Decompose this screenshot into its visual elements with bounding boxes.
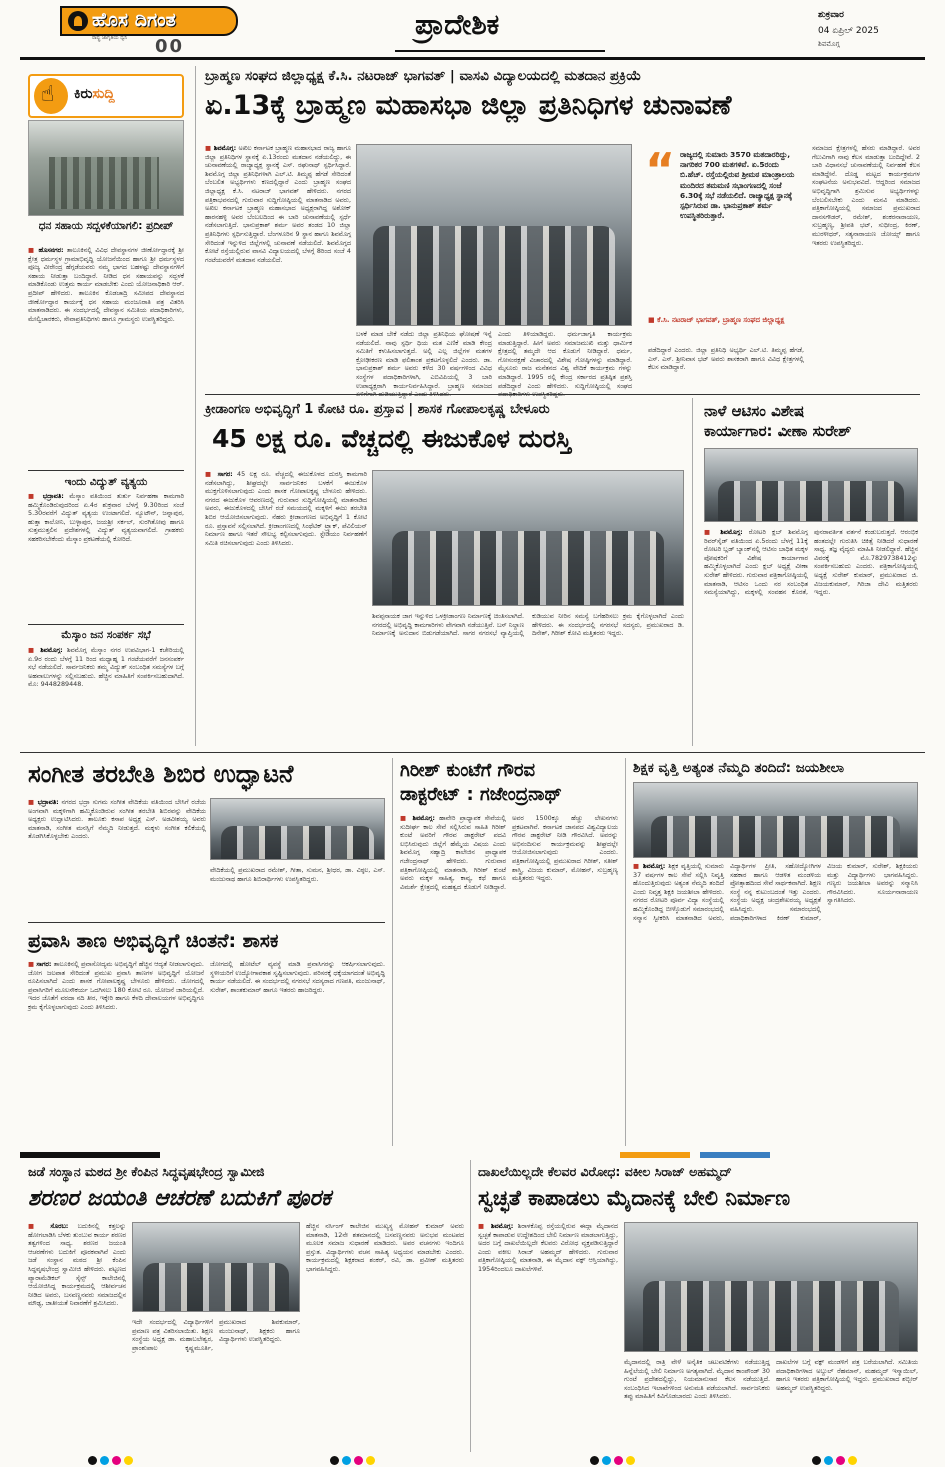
registration-dot-magenta (112, 1456, 121, 1465)
quote-mark-icon: “ (645, 143, 676, 197)
masthead-logo (60, 6, 238, 36)
story9-photo (624, 1222, 918, 1352)
registration-dot-yellow-3 (626, 1456, 635, 1465)
story5-body: ■ ಶಿವಮೊಗ್ಗ: ಹಾವೇರಿ ಪ್ರಾಧ್ಯಾಪಕ ಸೇವೆಯಲ್ಲಿ ಸುದೀರ್ಘ ಕಾಲ ಸೇವೆ ಸಲ್ಲಿಸಿರುವ ಸಾಹಿತಿ ಗಿರೀಶ್ ಕುಂಟೆ ಅವರಿಗೆ ಗೌರವ ಡಾಕ್ಟರೇಟ್ ಪದವಿ ಲಭಿಸಿರುವುದು ಜಿಲ್ಲೆಗೆ ಹೆಮ್ಮೆಯ ವಿಷಯ ಎಂದು ಶಿವಮೊಗ್ಗ ಸಹ್ಯಾದ್ರಿ ಕಾಲೇಜಿನ ಪ್ರಾಧ್ಯಾಪಕ ಗಜೇಂದ್ರನಾಥ್ ಹೇಳಿದರು. ಗುರುವಾರ ಪತ್ರಿಕಾಗೋಷ್ಠಿಯಲ್ಲಿ ಮಾತನಾಡಿ, ಗಿರೀಶ್ ಕುಂಟೆ ಅವರು ಮಕ್ಕಳ ಸಾಹಿತ್ಯ, ಕಾವ್ಯ, ಕಥೆ ಹಾಗೂ ವಿಮರ್ಶೆ ಕ್ಷೇತ್ರದಲ್ಲಿ ಮಹತ್ವದ ಕೊಡುಗೆ ನೀಡಿದ್ದಾರೆ. ಅವರ 1500ಕ್ಕೂ ಹೆಚ್ಚು ಲೇಖನಗಳು ಪ್ರಕಟವಾಗಿವೆ. ಕರ್ನಾಟಕ ಜಾನಪದ ವಿಶ್ವವಿದ್ಯಾಲಯ ಗೌರವ ಡಾಕ್ಟರೇಟ್ ನೀಡಿ ಗೌರವಿಸಿದೆ. ಅವರನ್ನು ಅಭಿನಂದಿಸುವ ಕಾರ್ಯಕ್ರಮವನ್ನು ಶೀಘ್ರದಲ್ಲೇ ಆಯೋಜಿಸಲಾಗುವುದು ಎಂದರು. ಪತ್ರಿಕಾಗೋಷ್ಠಿಯಲ್ಲಿ ಪ್ರಮುಖರಾದ ಗಿರೀಶ್, ಸತೀಶ್ ಶಾಸ್ತ್ರಿ, ವಿಜಯ ಕುಮಾರ್, ಮೋಹನ್, ಸುಬ್ರಹ್ಮಣ್ಯ ಮತ್ತಿತರರು ಇದ್ದರು. (400, 814, 618, 891)
story8-headline: ಶರಣರ ಜಯಂತಿ ಆಚರಣೆ ಬದುಕಿಗೆ ಪೂರಕ (28, 1186, 331, 1211)
brief-2-body: ■ ಭದ್ರಾವತಿ: ಮೆಸ್ಕಾಂ ವತಿಯಿಂದ ತುರ್ತು ನಿರ್ವಹಣಾ ಕಾಮಗಾರಿ ಹಮ್ಮಿಕೊಂಡಿರುವುದರಿಂದ ಏ.4ರ ಶುಕ್ರವಾರ ಬೆಳಗ್ಗೆ 9.30ರಿಂದ ಸಂಜೆ 5.30ರವರೆಗೆ ವಿದ್ಯುತ್ ವ್ಯತ್ಯಯ ಉಂಟಾಗಲಿದೆ. ನ್ಯೂಟೌನ್, ಜನ್ನಾಪುರ, ಹುತ್ತಾ ಕಾಲೋನಿ, ಬುಳ್ಳಾಪುರ, ಜಯಶ್ರೀ ಸರ್ಕಲ್, ಸುರಗಿತೋಪು ಹಾಗೂ ಸುತ್ತಮುತ್ತಲಿನ ಪ್ರದೇಶಗಳಲ್ಲಿ ವಿದ್ಯುತ್ ವ್ಯತ್ಯಯವಾಗಲಿದೆ. ಗ್ರಾಹಕರು ಸಹಕರಿಸಬೇಕೆಂದು ಮೆಸ್ಕಾಂ ಪ್ರಕಟಣೆಯಲ್ಲಿ ಕೋರಿದೆ. (28, 492, 184, 543)
section-underline (395, 50, 605, 52)
column-divider-3 (392, 758, 393, 1146)
registration-dot-cyan-4 (824, 1456, 833, 1465)
story4-headline: ಸಂಗೀತ ತರಬೇತಿ ಶಿಬಿರ ಉದ್ಘಾಟನೆ (28, 760, 294, 788)
registration-dot-black-2 (330, 1456, 339, 1465)
story6-headline: ಶಿಕ್ಷಕ ವೃತ್ತಿ ಅತ್ಯಂತ ನೆಮ್ಮದಿ ತಂದಿದೆ: ಜಯಶೀಲಾ (633, 760, 845, 776)
story-divider-1 (205, 394, 920, 395)
story3-headline-line1: ನಾಳೆ ಆಟಿಸಂ ವಿಶೇಷ (704, 402, 805, 420)
story-divider-2 (20, 752, 925, 753)
story5-headline-line2: ಡಾಕ್ಟರೇಟ್ : ಗಜೇಂದ್ರನಾಥ್ (400, 784, 562, 805)
brief-3-body: ■ ಶಿವಮೊಗ್ಗ: ಶಿವಮೊಗ್ಗ ಮೆಸ್ಕಾಂ ನಗರ ಉಪವಿಭಾಗ-1 ಕಚೇರಿಯಲ್ಲಿ ಏ.9ರ ರಂದು ಬೆಳಗ್ಗೆ 11 ರಿಂದ ಮಧ್ಯಾಹ್ನ 1 ಗಂಟೆಯವರೆಗೆ ಜನಸಂಪರ್ಕ ಸಭೆ ನಡೆಯಲಿದೆ. ಸಾರ್ವಜನಿಕರು ತಮ್ಮ ವಿದ್ಯುತ್ ಸಂಬಂಧಿತ ಸಮಸ್ಯೆಗಳ ಬಗ್ಗೆ ಅಹವಾಲುಗಳನ್ನು ಸಲ್ಲಿಸಬಹುದು. ಹೆಚ್ಚಿನ ಮಾಹಿತಿಗೆ ಸಂಪರ್ಕಿಸಬಹುದಾಗಿದೆ. ಮೊ: 9448289448. (28, 646, 184, 689)
column-divider (195, 66, 196, 746)
story1-body-c: ಎಂದು ತಿಳಿಯಾಡಿದ್ದರು. ಧರ್ಮಜಾಗೃತಿ ಕಾರ್ಯಕ್ರಮ ಮಾಡುತ್ತಿದ್ದಾರೆ. ಹೀಗೆ ಅವರು ಸಮಾಜಮುಖಿ ಮತ್ತು ಧಾರ್ಮಿಕ ಕ್ಷೇತ್ರದಲ್ಲಿ ತಮ್ಮದೇ ಆದ ಕೊಡುಗೆ ನೀಡಿದ್ದಾರೆ. ಧರ್ಮ, ಗೋಸಂರಕ್ಷಣೆ ವಿಚಾರದಲ್ಲಿ ವಿಶೇಷ ಗೋಷ್ಠಿಗಳನ್ನು ಮಾಡಿದ್ದಾರೆ. ಮೈಸೂರು ರಾಜ ಮನೆತನದ ವಿಶ್ವ ವೇದಿಕೆ ಕಾರ್ಯಕ್ರಮ ಗಳನ್ನು ಮಾಡಿದ್ದಾರೆ. 1995 ರಲ್ಲಿ ಕೇಂದ್ರ ಸರ್ಕಾರದ ಪ್ರತಿಷ್ಠಿತ ಪ್ರಶಸ್ತಿ ಪಡೆದಿದ್ದಾರೆ ಎಂದು ಹೇಳಿದರು. ಸುದ್ದಿಗೋಷ್ಠಿಯಲ್ಲಿ ಸಂಘದ (498, 330, 632, 390)
registration-dot-yellow (124, 1456, 133, 1465)
registration-dot-black (88, 1456, 97, 1465)
sidebar-photo (28, 120, 184, 216)
story1-body-a: ■ ಶಿವಮೊಗ್ಗ: ಅಖಿಲ ಕರ್ನಾಟಕ ಬ್ರಾಹ್ಮಣ ಮಹಾಸಭಾದ ರಾಜ್ಯ ಹಾಗೂ ಜಿಲ್ಲಾ ಪ್ರತಿನಿಧಿಗಳ ಸ್ಥಾನಕ್ಕೆ ಏ.13ರಂದು ಮತದಾನ ನಡೆಯಲಿದ್ದು, ಈ ಚುನಾವಣೆಯಲ್ಲಿ ರಾಜ್ಯಾಧ್ಯಕ್ಷ ಸ್ಥಾನಕ್ಕೆ ಎಸ್. ರಘುನಾಥ್ ಸ್ಪರ್ಧಿಸಿದ್ದಾರೆ. ಶಿವಮೊಗ್ಗ ಜಿಲ್ಲಾ ಪ್ರತಿನಿಧಿಗಳಾಗಿ ಎಲ್.ಟಿ. ತಿಮ್ಮಪ್ಪ ಹೆಗಡೆ ಸೇರಿದಂತೆ ಬೆಂಬಲಿತ ಅಭ್ಯರ್ಥಿಗಳು ಕಣದಲ್ಲಿದ್ದಾರೆ ಎಂದು ಬ್ರಾಹ್ಮಣ ಸಂಘದ ಜಿಲ್ಲಾಧ್ಯಕ್ಷ ಕೆ.ಸಿ. ನಟರಾಜ್ ಭಾಗವತ್ ಹೇಳಿದರು. ನಗರದ ಪತ್ರಿಕಾಭವನದಲ್ಲಿ ಗುರುವಾರ ಸುದ್ದಿಗೋಷ್ಠಿಯಲ್ಲಿ ಮಾತನಾಡಿದ ಅವರು, ಅಖಿಲ ಕರ್ನಾಟಕ ಬ್ರಾಹ್ಮಣ ಮಹಾಸಭಾದ ಅಧ್ಯಕ್ಷರಾಗಿದ್ದ ಅಶೋಕ್ ಹಾರನಹಳ್ಳಿ ಅವರ ಬೆಂಬಲದಿಂದ ಈ ಬಾರಿ ಚುನಾವಣೆಯಲ್ಲಿ ಸ್ಪರ್ಧೆ ನಡೆಸಲಾಗುತ್ತಿದೆ. ಭಾನುಪ್ರಕಾಶ್ ಶರ್ಮ ಅವರ ತಂಡದ 10 ಜಿಲ್ಲಾ ಪ್ರತಿನಿಧಿಗಳು ಸ್ಪರ್ಧಿಸುತ್ತಿದ್ದಾರೆ. ಬೆಂಗಳೂರಿನ 9 ಸ್ಥಾನ ಹಾಗೂ ಶಿವಮೊಗ್ಗ ಸೇರಿದಂತೆ ಇನ್ನುಳಿದ ಜಿಲ್ಲೆಗಳಲ್ಲಿ ಚುನಾವಣೆ ನಡೆಯಲಿದೆ. ಶಿವಮೊಗ್ಗದ ಕೋಟೆ ರಸ್ತೆಯಲ್ಲಿರುವ ವಾಸವಿ ವಿದ್ಯಾಲಯದಲ್ಲಿ ಬೆಳಗ್ಗೆ 8ರಿಂದ ಸಂಜೆ 4 ಗಂಟೆಯವರೆಗೆ ಮತದಾನ ನಡೆಯಲಿದೆ. (205, 144, 351, 264)
story9-headline: ಸ್ವಚ್ಛತೆ ಕಾಪಾಡಲು ಮೈದಾನಕ್ಕೆ ಬೇಲಿ ನಿರ್ಮಾಣ (478, 1186, 791, 1210)
story1-body-b: ಬಳಕೆ ಮಾಡ ಬೇಕೆ ನಡೆದು ಜಿಲ್ಲಾ ಪ್ರತಿನಿಧಿಯ ಘೋಷಣೆ ಇನ್ನೆ ನಡೆಯಲಿದೆ. ನಾವು ಸ್ಪರ್ಧಿ ಧಿಯ ಮತ ಎಣಿಕೆ ಮಾಡಿ ಕೇಂದ್ರ ಸಮಿತಿಗೆ ಕಳುಹಿಸಲಾಗುತ್ತದೆ. ಅಲ್ಲಿ ಎಲ್ಲ ಜಿಲ್ಲೆಗಳ ಮತಗಳ ಕ್ರೋಢೀಕರಣ ಮಾಡಿ ಫಲಿತಾಂಶ ಪ್ರಕಟಗೊಳ್ಳಲಿದೆ ಎಂದರು. ಡಾ. ಭಾನುಪ್ರಕಾಶ್ ಶರ್ಮ ಅವರು ಕಳೆದ 30 ವರ್ಷಗಳಿಂದ ವಿವಿಧ ಸಂಸ್ಥೆಗಳ ಪದಾಧಿಕಾರಿಗಳಾಗಿ, ಎಬಿವಿಪಿಯಲ್ಲಿ 3 ಬಾರಿ ಉಪಾಧ್ಯಕ್ಷರಾಗಿ ಕಾರ್ಯನಿರ್ವಹಿಸಿದ್ದಾರೆ. ಬ್ರಾಹ್ಮಣ ಸಮಾಜದ (356, 330, 492, 390)
registration-dot-magenta-3 (614, 1456, 623, 1465)
story5-headline-line1: ಗಿರೀಶ್ ಕುಂಟೆಗೆ ಗೌರವ (400, 760, 536, 781)
story1-photo (356, 144, 632, 326)
page-number: 00 (155, 36, 185, 57)
brief-2-heading: ಇಂದು ವಿದ್ಯುತ್ ವ್ಯತ್ಯಯ (64, 476, 148, 488)
story3-photo (704, 448, 918, 522)
column-divider-2 (692, 398, 693, 746)
masthead-tagline: ರಾಷ್ಟ್ರ ಜಾಗೃತಿಯ ಧ್ವನಿ (92, 35, 128, 41)
registration-dot-yellow-2 (366, 1456, 375, 1465)
story3-headline-line2: ಕಾರ್ಯಾಗಾರ: ವೀಣಾ ಸುರೇಶ್ (704, 422, 852, 440)
registration-dot-cyan (100, 1456, 109, 1465)
lamp-emblem-icon (68, 11, 88, 31)
story2-body-b: ಶಿವಪ್ಪನಾಯಕ ಜಾಗ ಇನ್ನುಳಿದ ಒಳಕ್ರೀಡಾಂಗಣ ನಿರ್ಮಾಣಕ್ಕೆ ಚಿಂತಿಸಲಾಗಿದೆ. ನಗರದಲ್ಲಿ ಅಭಿವೃದ್ಧಿ ಕಾಮಗಾರಿಗಳು ವೇಗವಾಗಿ ನಡೆಯುತ್ತಿವೆ. ಬಸ್ ನಿಲ್ದಾಣ ನಿರ್ಮಾಣಕ್ಕೆ ಅನುದಾನ ಬಿಡುಗಡೆಯಾಗಿದೆ. ಸಾಗರ ನಗರಸಭೆ ವ್ಯಾಪ್ತಿಯಲ್ಲಿ ಕುಡಿಯುವ ನೀರಿನ ಸಮಸ್ಯೆ ಬಗೆಹರಿಸಲು ಕ್ರಮ ಕೈಗೊಳ್ಳಲಾಗಿದೆ ಎಂದು ಹೇಳಿದರು. ಈ ಸಂದರ್ಭದಲ್ಲಿ ನಗರಸಭೆ ಸದಸ್ಯರು, ಪ್ರಮುಖರಾದ ಡಿ. ದಿನೇಶ್, ಗಿರೀಶ್ ಕೋವಿ ಮತ್ತಿತರರು ಇದ್ದರು. (372, 612, 684, 638)
story2-kicker: ಕ್ರೀಡಾಂಗಣ ಅಭಿವೃದ್ಧಿಗೆ 1 ಕೋಟಿ ರೂ. ಪ್ರಸ್ತಾವ | ಶಾಸಕ ಗೋಪಾಲಕೃಷ್ಣ ಬೇಳೂರು (205, 402, 550, 417)
masthead-title: ಹೊಸ ದಿಗಂತ (92, 9, 176, 31)
story-divider-3 (28, 922, 385, 923)
story8-photo (132, 1222, 300, 1312)
story1-kicker: ಬ್ರಾಹ್ಮಣ ಸಂಘದ ಜಿಲ್ಲಾಧ್ಯಕ್ಷ ಕೆ.ಸಿ. ನಟರಾಜ್ ಭಾಗವತ್ | ವಾಸವಿ ವಿದ್ಯಾಲಯದಲ್ಲಿ ಮತದಾನ ಪ್ರಕ್ರಿಯೆ (205, 68, 642, 84)
brief-1-heading: ಧನ ಸಹಾಯ ಸದ್ಬಳಕೆಯಾಗಲಿ: ಪ್ರದೀಪ್ (38, 220, 174, 232)
story6-body: ■ ಶಿವಮೊಗ್ಗ: ಶಿಕ್ಷಕ ವೃತ್ತಿಯಲ್ಲಿ ಸುಮಾರು 37 ವರ್ಷಗಳ ಕಾಲ ಸೇವೆ ಸಲ್ಲಿಸಿ ನಿವೃತ್ತಿ ಹೊಂದುತ್ತಿರುವುದು ಅತ್ಯಂತ ನೆಮ್ಮದಿ ತಂದಿದೆ ಎಂದು ನಿವೃತ್ತ ಶಿಕ್ಷಕಿ ಜಯಶೀಲಾ ಹೇಳಿದರು. ನಗರದ ರೋಟರಿ ಪೂರ್ವ ವಿದ್ಯಾ ಸಂಸ್ಥೆಯಲ್ಲಿ ಹಮ್ಮಿಕೊಂಡಿದ್ದ ಬೀಳ್ಕೊಡುಗೆ ಸಮಾರಂಭದಲ್ಲಿ ಸನ್ಮಾನ ಸ್ವೀಕರಿಸಿ ಮಾತನಾಡಿದ ಅವರು, ವಿದ್ಯಾರ್ಥಿಗಳ ಪ್ರೀತಿ, ಸಹೋದ್ಯೋಗಿಗಳ ಸಹಕಾರ ಹಾಗೂ ಆಡಳಿತ ಮಂಡಳಿಯ ಪ್ರೋತ್ಸಾಹದಿಂದ ಸೇವೆ ಸಾರ್ಥಕವಾಗಿದೆ. ಶಿಕ್ಷಣ ಸಂಸ್ಥೆ ನನ್ನ ಕುಟುಂಬದಂತೆ ಇತ್ತು ಎಂದರು. ಸಂಸ್ಥೆಯ ಅಧ್ಯಕ್ಷ ಚಂದ್ರಶೇಖರಯ್ಯ ಅಧ್ಯಕ್ಷತೆ ವಹಿಸಿದ್ದರು. ಸಮಾರಂಭದಲ್ಲಿ ಪದಾಧಿಕಾರಿಗಳಾದ ಕಿರಣ್ ಕುಮಾರ್, ವಿಜಯ ಕುಮಾರ್, ಸುರೇಶ್, ಶಿಕ್ಷಕಿಯರು ಮತ್ತು ವಿದ್ಯಾರ್ಥಿಗಳು ಭಾಗವಹಿಸಿದ್ದರು. ಗಣ್ಯರು ಜಯಶೀಲಾ ಅವರನ್ನು ಸನ್ಮಾನಿಸಿ ಗೌರವಿಸಿದರು. ಸೂರ್ಯನಾರಾಯಣ ಸ್ವಾಗತಿಸಿದರು. (633, 862, 918, 922)
story2-headline: 45 ಲಕ್ಷ ರೂ. ವೆಚ್ಚದಲ್ಲಿ ಈಜುಕೊಳ ದುರಸ್ತಿ (212, 424, 572, 453)
rule-strip-black (20, 1152, 160, 1158)
registration-dot-cyan-3 (602, 1456, 611, 1465)
story1-body-d: ಪಡೆದಿದ್ದಾರೆ ಎಂದರು. ಜಿಲ್ಲಾ ಪ್ರತಿನಿಧಿ ಅಭ್ಯರ್ಥಿ ಎಲ್.ಟಿ. ತಿಮ್ಮಪ್ಪ ಹೆಗಡೆ, ಎಸ್. ಎಸ್. ಶ್ರೀನಿವಾಸ ಭಟ್ ಅವರು ಶಾಸಕರಾಗಿ ಹಾಗೂ ವಿವಿಧ ಕ್ಷೇತ್ರಗಳಲ್ಲಿ ಕೆಲಸ ಮಾಡಿದ್ದಾರೆ. (648, 346, 804, 372)
story4-body-a: ■ ಭದ್ರಾವತಿ: ನಗರದ ಭದ್ರಾ ಸುಗಮ ಸಂಗೀತ ವೇದಿಕೆಯ ವತಿಯಿಂದ ಬೇಸಿಗೆ ರಜೆಯ ಅಂಗವಾಗಿ ಮಕ್ಕಳಿಗಾಗಿ ಹಮ್ಮಿಕೊಂಡಿರುವ ಸಂಗೀತ ತರಬೇತಿ ಶಿಬಿರವನ್ನು ವೇದಿಕೆಯ ಅಧ್ಯಕ್ಷರು ಉದ್ಘಾಟಿಸಿದರು. ತಾಲೂಕು ಕಸಾಪ ಅಧ್ಯಕ್ಷ ಎಸ್. ಅಡವೀಶಯ್ಯ ಅವರು ಮಾತನಾಡಿ, ಸಂಗೀತ ಮನಸ್ಸಿಗೆ ನೆಮ್ಮದಿ ನೀಡುತ್ತದೆ. ಮಕ್ಕಳು ಸಂಗೀತ ಕಲಿಕೆಯಲ್ಲಿ ತೊಡಗಿಸಿಕೊಳ್ಳಬೇಕು ಎಂದರು. (28, 798, 206, 841)
column-divider-5 (470, 1160, 471, 1452)
brief-3-heading: ಮೆಸ್ಕಾಂ ಜನ ಸಂಪರ್ಕ ಸಭೆ (61, 629, 151, 641)
story8-body-b: ಇದೇ ಸಂದರ್ಭದಲ್ಲಿ ವಿದ್ಯಾರ್ಥಿಗಳಿಗೆ ಪ್ರಮಾಣ ಪತ್ರ ವಿತರಿಸಲಾಯಿತು. ಶಿಕ್ಷಣ ಸಂಸ್ಥೆಯ ಅಧ್ಯಕ್ಷ ಡಾ. ಮಹಾಬಲೇಶ್ವರ, ಪ್ರಾಂಶುಪಾಲ ಕೃಷ್ಣಮೂರ್ತಿ, ಪ್ರಮುಖರಾದ ಶಿವಕುಮಾರ್, ಮಂಜುನಾಥ್, ಶಿಕ್ಷಕರು ಹಾಗೂ ವಿದ್ಯಾರ್ಥಿಗಳು ಉಪಸ್ಥಿತರಿದ್ದರು. (132, 1318, 300, 1352)
story7-body-a: ■ ಸಾಗರ: ತಾಲೂಕಿನಲ್ಲಿ ಪ್ರವಾಸೋದ್ಯಮ ಅಭಿವೃದ್ಧಿಗೆ ಹೆಚ್ಚಿನ ಆದ್ಯತೆ ನೀಡಲಾಗುವುದು. ಜೋಗ ಜಲಪಾತ ಸೇರಿದಂತೆ ಪ್ರಮುಖ ಪ್ರವಾಸಿ ತಾಣಗಳ ಅಭಿವೃದ್ಧಿಗೆ ಯೋಜನೆ ರೂಪಿಸಲಾಗಿದೆ ಎಂದು ಶಾಸಕ ಗೋಪಾಲಕೃಷ್ಣ ಬೇಳೂರು ಹೇಳಿದರು. ಜೋಗದಲ್ಲಿ ಪ್ರವಾಸಿಗರಿಗೆ ಮೂಲಸೌಕರ್ಯ ಒದಗಿಸಲು 180 ಕೋಟಿ ರೂ. ಯೋಜನೆ ಜಾರಿಯಲ್ಲಿದೆ. ಇದರ ಜೊತೆಗೆ ವರದಾ ನದಿ ತೀರ, ಇಕ್ಕೇರಿ ಹಾಗೂ ಕೆಳದಿ ದೇವಾಲಯಗಳ ಅಭಿವೃದ್ಧಿಗೂ ಕ್ರಮ ಕೈಗೊಳ್ಳಲಾಗುವುದು ಎಂದು ತಿಳಿಸಿದರು. (28, 960, 204, 1011)
registration-dot-magenta-4 (836, 1456, 845, 1465)
story9-body-b: ಮೈದಾನದಲ್ಲಿ ರಾತ್ರಿ ವೇಳೆ ಅನೈತಿಕ ಚಟುವಟಿಕೆಗಳು ನಡೆಯುತ್ತಿದ್ದ ಹಿನ್ನೆಲೆಯಲ್ಲಿ ಬೇಲಿ ನಿರ್ಮಾಣ ಅಗತ್ಯವಾಗಿದೆ. ಮೈದಾನ ಕಾಂಪೌಂಡ್ 30 ಗುಂಟೆ ಪ್ರದೇಶದಲ್ಲಿದ್ದು, ನಿಯಮಾನುಸಾರ ಕೆಲಸ ನಡೆಯುತ್ತಿದೆ. ಸಂಬಂಧಿಸಿದ ಇಲಾಖೆಗಳಿಂದ ಅನುಮತಿ ಪಡೆಯಲಾಗಿದೆ. ಸಾರ್ವಜನಿಕರು ತಪ್ಪು ಮಾಹಿತಿಗೆ ಕಿವಿಗೊಡಬಾರದು ಎಂದು ತಿಳಿಸಿದರು. (624, 1358, 770, 1401)
rule-strip-orange (620, 1152, 690, 1158)
story7-headline: ಪ್ರವಾಸಿ ತಾಣ ಅಭಿವೃದ್ಧಿಗೆ ಚಿಂತನೆ: ಶಾಸಕ (28, 930, 279, 952)
story2-body-a: ■ ಸಾಗರ: 45 ಲಕ್ಷ ರೂ. ವೆಚ್ಚದಲ್ಲಿ ಈಜುಕೊಳದ ದುರಸ್ತಿ ಕಾಮಗಾರಿ ನಡೆಸಲಾಗಿದ್ದು, ಶೀಘ್ರದಲ್ಲೇ ಸಾರ್ವಜನಿಕರ ಬಳಕೆಗೆ ಈಜುಕೊಳ ಮುಕ್ತಗೊಳಿಸಲಾಗುವುದು ಎಂದು ಶಾಸಕ ಗೋಪಾಲಕೃಷ್ಣ ಬೇಳೂರು ಹೇಳಿದರು. ನಗರದ ಈಜುಕೊಳ ಆವರಣದಲ್ಲಿ ಗುರುವಾರ ಸುದ್ದಿಗೋಷ್ಠಿಯಲ್ಲಿ ಮಾತನಾಡಿದ ಅವರು, ಈಜುಕೊಳದಲ್ಲಿ ಬೇಸಿಗೆ ರಜೆ ಸಮಯದಲ್ಲಿ ಮಕ್ಕಳಿಗೆ ಈಜು ತರಬೇತಿ ಶಿಬಿರ ಆಯೋಜಿಸಲಾಗುವುದು. ನೆಹರು ಕ್ರೀಡಾಂಗಣದ ಅಭಿವೃದ್ಧಿಗೆ 1 ಕೋಟಿ ರೂ. ಪ್ರಸ್ತಾವನೆ ಸಲ್ಲಿಸಲಾಗಿದೆ. ಕ್ರೀಡಾಂಗಣದಲ್ಲಿ ಸಿಂಥೆಟಿಕ್ ಟ್ರ್ಯಾಕ್, ಪೆವಿಲಿಯನ್ ನಿರ್ಮಾಣ ಹಾಗೂ ಇತರೆ ಸೌಲಭ್ಯ ಕಲ್ಪಿಸಲಾಗುವುದು. ಸ್ಟೇಡಿಯಂ ನಿರ್ವಹಣೆಗೆ ಸಮಿತಿ ರಚಿಸಲಾಗುವುದು ಎಂದು ತಿಳಿಸಿದರು. (205, 470, 367, 547)
story1-pullquote: ರಾಜ್ಯದಲ್ಲಿ ಸುಮಾರು 3570 ಮತದಾರರಿದ್ದು, ನಾಗರಿಕರ 700 ಮತಗಳಿವೆ. ಏ.5ರಂದು ಬಿ.ಹೆಚ್. ರಸ್ತೆಯಲ್ಲಿರುವ ಶ್ರೀಮಠ ಮಾಂತ್ರಾಲಯ ಮಂದಿರದ ತಮಮಣಿ ಸಭಾಂಗಣದಲ್ಲಿ ಸಂಜೆ 6.30ಕ್ಕೆ ಸಭೆ ನಡೆಯಲಿದೆ. ರಾಜ್ಯಾಧ್ಯಕ್ಷ ಸ್ಥಾನಕ್ಕೆ ಸ್ಪರ್ಧಿಸಿರುವ ಡಾ. ಭಾನುಪ್ರಕಾಶ್ ಶರ್ಮ ಉಪಸ್ಥಿತರಿರುತ್ತಾರೆ. (680, 150, 795, 221)
issue-date: 04 ಏಪ್ರಿಲ್ 2025 (818, 26, 879, 36)
brief-1-body: ■ ಹೊಸನಗರ: ತಾಲೂಕಿನಲ್ಲಿ ವಿವಿಧ ದೇವಸ್ಥಾನಗಳ ಜೀರ್ಣೋದ್ಧಾರಕ್ಕೆ ಶ್ರೀ ಕ್ಷೇತ್ರ ಧರ್ಮಸ್ಥಳ ಗ್ರಾಮಾಭಿವೃದ್ಧಿ ಯೋಜನೆಯಿಂದ ಹಾಗೂ ಶ್ರೀ ಧರ್ಮಸ್ಥಳದ ಪೂಜ್ಯ ವೀರೇಂದ್ರ ಹೆಗ್ಗಡೆಯವರು ನಮ್ಮ ಭಾಗದ ಬಹಳಷ್ಟು ದೇವಸ್ಥಾನಗಳಿಗೆ ಸಹಾಯ ನೀಡುತ್ತಾ ಬಂದಿದ್ದಾರೆ. ನೀಡಿದ ಧನ ಸಹಾಯವನ್ನು ಸದ್ಬಳಕೆ ಮಾಡಿಕೊಂಡು ಉತ್ತಮ ಕಾರ್ಯ ಮಾಡಬೇಕು ಎಂದು ಯೋಜನಾಧಿಕಾರಿ ಆರ್. ಪ್ರದೀಪ್ ಹೇಳಿದರು. ತಾಲೂಕಿನ ಕೊಡಚಾದ್ರಿ ಸಮೀಪದ ದೇವಸ್ಥಾನದ ಜೀರ್ಣೋದ್ಧಾರ ಕಾರ್ಯಕ್ಕೆ ಧನ ಸಹಾಯ ಮಂಜೂರಾತಿ ಪತ್ರ ವಿತರಿಸಿ ಮಾತನಾಡಿದರು. ಈ ಸಂದರ್ಭದಲ್ಲಿ ದೇವಸ್ಥಾನ ಸಮಿತಿಯ ಪದಾಧಿಕಾರಿಗಳು, ಮೇಲ್ವಿಚಾರಕರು, ಸೇವಾಪ್ರತಿನಿಧಿಗಳು ಹಾಗೂ ಗ್ರಾಮಸ್ಥರು ಉಪಸ್ಥಿತರಿದ್ದರು. (28, 246, 184, 323)
registration-dot-black-3 (590, 1456, 599, 1465)
story9-body-a: ■ ಶಿವಮೊಗ್ಗ: ಶಿರಾಳಕೊಪ್ಪ ರಸ್ತೆಯಲ್ಲಿರುವ ಈದ್ಗಾ ಮೈದಾನದ ಸ್ವಚ್ಛತೆ ಕಾಪಾಡುವ ಉದ್ದೇಶದಿಂದ ಬೇಲಿ ನಿರ್ಮಾಣ ಮಾಡಲಾಗುತ್ತಿದ್ದು, ಅದರ ಬಗ್ಗೆ ದಾಖಲೆಯಿಲ್ಲದೇ ಕೆಲವರು ವಿರೋಧ ವ್ಯಕ್ತಪಡಿಸುತ್ತಿದ್ದಾರೆ ಎಂದು ವಕೀಲ ಸಿರಾಜ್ ಅಹಮ್ಮದ್ ಹೇಳಿದರು. ಗುರುವಾರ ಪತ್ರಿಕಾಗೋಷ್ಠಿಯಲ್ಲಿ ಮಾತನಾಡಿ, ಈ ಮೈದಾನ ವಕ್ಫ್ ಆಸ್ತಿಯಾಗಿದ್ದು, 1954ರಿಂದಲೂ ದಾಖಲೆಗಳಿವೆ. (478, 1222, 618, 1273)
story8-kicker: ಜಡೆ ಸಂಸ್ಥಾನ ಮಠದ ಶ್ರೀ ಕೆಂಪಿನ ಸಿದ್ಧವೃಷಭೇಂದ್ರ ಸ್ವಾಮೀಜಿ (28, 1164, 265, 1179)
story4-body-b: ವೇದಿಕೆಯಲ್ಲಿ ಪ್ರಮುಖರಾದ ರಮೇಶ್, ಗೀತಾ, ಸುಮನ, ಶ್ರೀಧರ, ಡಾ. ವಿಠ್ಠಲ, ಎಸ್. ಮಂಜುನಾಥ ಹಾಗೂ ಶಿಬಿರಾರ್ಥಿಗಳು ಉಪಸ್ಥಿತರಿದ್ದರು. (210, 866, 385, 883)
section-title: ಪ್ರಾದೇಶಿಕ (415, 8, 500, 41)
column-divider-4 (625, 758, 626, 1146)
story9-kicker: ದಾಖಲೆಯಿಲ್ಲದೇ ಕೆಲವರ ವಿರೋಧ: ವಕೀಲ ಸಿರಾಜ್ ಅಹಮ್ಮದ್ (478, 1164, 732, 1179)
story6-photo (633, 782, 918, 858)
story8-body-c: ಹೆಚ್ಚಿನ ನರ್ಸಿಂಗ್ ಕಾಲೇಜಿನ ಮುಖ್ಯಸ್ಥ ಮೋಹನ್ ಕುಮಾರ್ ಅವರು ಮಾತನಾಡಿ, 12ನೇ ಶತಮಾನದಲ್ಲಿ ಬಸವಣ್ಣನವರು ಅನುಭವ ಮಂಟಪದ ಮೂಲಕ ಸಮಾಜ ಸುಧಾರಣೆ ಮಾಡಿದರು. ಅವರ ವಚನಗಳು ಇಂದಿಗೂ ಪ್ರಸ್ತುತ. ವಿದ್ಯಾರ್ಥಿಗಳು ವಚನ ಸಾಹಿತ್ಯ ಅಧ್ಯಯನ ಮಾಡಬೇಕು ಎಂದರು. ಕಾರ್ಯಕ್ರಮದಲ್ಲಿ ಶಿಕ್ಷಕರಾದ ಶಂಕರ್, ರವಿ, ಡಾ. ಪ್ರವೀಣ್ ಮತ್ತಿತರರು ಭಾಗವಹಿಸಿದ್ದರು. (306, 1222, 464, 1273)
story1-body-e: ಸಮಾಜದ ಕ್ಷೇತ್ರಗಳಲ್ಲಿ ಹೆಸರು ಮಾಡಿದ್ದಾರೆ. ಅವರ ಗೆಲುವಿಗಾಗಿ ನಾವು ಕೆಲಸ ಮಾಡುತ್ತಾ ಬಂದಿದ್ದೇವೆ. 2 ಬಾರಿ ವಿಧಾನಸಭೆ ಚುನಾವಣೆಯಲ್ಲಿ ನಿರ್ವಹಣೆ ಕೆಲಸ ಮಾಡಿದ್ದೇನೆ. ದೊಡ್ಡ ಮಟ್ಟದ ಕಾರ್ಯಕ್ರಮಗಳ ಸಂಘಟನೆಯ ಅನುಭವವಿದೆ. ಆದ್ದರಿಂದ ಸಮಾಜದ ಅಭಿವೃದ್ಧಿಗಾಗಿ ಶ್ರಮಿಸುವ ಅಭ್ಯರ್ಥಿಗಳನ್ನು ಬೆಂಬಲಿಸಬೇಕು ಎಂದು ಮನವಿ ಮಾಡಿದರು. ಪತ್ರಿಕಾಗೋಷ್ಠಿಯಲ್ಲಿ ಸಮಾಜದ ಪ್ರಮುಖರಾದ ದಾನಸಗೌಡರ್, ರಮೇಶ್, ಶಂಕರನಾರಾಯಣ, ಸುಬ್ರಹ್ಮಣ್ಯ, ಶ್ರೀಪತಿ ಭಟ್, ಸುಧೀಂದ್ರ, ಕಿರಣ್, ಮುರಳೀಧರ್, ಸತ್ಯನಾರಾಯಣ ಜೋಯ್ಸ್ ಹಾಗೂ ಇತರರು ಉಪಸ್ಥಿತರಿದ್ದರು. (812, 144, 920, 247)
story1-headline: ಏ.13ಕ್ಕೆ ಬ್ರಾಹ್ಮಣ ಮಹಾಸಭಾ ಜಿಲ್ಲಾ ಪ್ರತಿನಿಧಿಗಳ ಚುನಾವಣೆ (205, 90, 732, 121)
brief-divider-2 (28, 624, 184, 625)
registration-dot-cyan-2 (342, 1456, 351, 1465)
story9-body-c: ದಾಖಲೆಗಳ ಬಗ್ಗೆ ವಕ್ಫ್ ಮಂಡಳಿಗೆ ಪತ್ರ ಬರೆಯಲಾಗಿದೆ. ಸಮಿತಿಯ ಪದಾಧಿಕಾರಿಗಳಾದ ಅಬ್ದುಲ್ ರೆಹಮಾನ್, ಮಹಮ್ಮದ್ ಇಸ್ಮಾಯಿಲ್, ಹಾಗೂ ಇತರರು ಪತ್ರಿಕಾಗೋಷ್ಠಿಯಲ್ಲಿ ಇದ್ದರು. ಪ್ರಮುಖರಾದ ಶಬ್ಬೀರ್ ಅಹಮ್ಮದ್ ಉಪಸ್ಥಿತರಿದ್ದರು. (776, 1358, 918, 1392)
registration-dot-yellow-4 (848, 1456, 857, 1465)
rule-strip-blue (700, 1152, 770, 1158)
masthead-rule (20, 57, 925, 60)
story7-body-b: ಜೋಗದಲ್ಲಿ ಹೋಟೆಲ್ ವ್ಯವಸ್ಥೆ ಮಾಡಿ ಪ್ರವಾಸಿಗರನ್ನು ಆಕರ್ಷಿಸಲಾಗುವುದು. ಸ್ಥಳೀಯರಿಗೆ ಉದ್ಯೋಗಾವಕಾಶ ಸೃಷ್ಟಿಸಲಾಗುವುದು. ಪರಿಸರಕ್ಕೆ ಧಕ್ಕೆಯಾಗದಂತೆ ಅಭಿವೃದ್ಧಿ ಕಾರ್ಯ ನಡೆಯಲಿದೆ. ಈ ಸಂದರ್ಭದಲ್ಲಿ ನಗರಸಭೆ ಸದಸ್ಯರಾದ ಗಣಪತಿ, ಮಂಜುನಾಥ್, ಸುರೇಶ್, ಶಾಂತಕುಮಾರ್ ಹಾಗೂ ಇತರರು ಹಾಜರಿದ್ದರು. (210, 960, 385, 994)
story1-quote-attribution: ■ ಕೆ.ಸಿ. ನಟರಾಜ್ ಭಾಗವತ್, ಬ್ರಾಹ್ಮಣ ಸಂಘದ ಜಿಲ್ಲಾಧ್ಯಕ್ಷ (648, 316, 785, 324)
story2-photo (372, 470, 684, 606)
story8-body-a: ■ ಸೊರಬ: ಬದುಕಿನಲ್ಲಿ ಕತ್ತಲನ್ನು ಹೋಗಲಾಡಿಸಿ ಬೆಳಕು ತುಂಬುವ ಕಾರ್ಯ ಶರಣರ ತತ್ವಗಳಿಂದ ಸಾಧ್ಯ. ಶರಣರ ಜಯಂತಿ ಆಚರಣೆಗಳು ಬದುಕಿಗೆ ಪೂರಕವಾಗಿವೆ ಎಂದು ಜಡೆ ಸಂಸ್ಥಾನ ಮಠದ ಶ್ರೀ ಕೆಂಪಿನ ಸಿದ್ಧವೃಷಭೇಂದ್ರ ಸ್ವಾಮೀಜಿ ಹೇಳಿದರು. ಪಟ್ಟಣದ ಪ್ಯಾರಾಮೆಡಿಕಲ್ ಸೈನ್ಸ್ ಕಾಲೇಜಿನಲ್ಲಿ ಆಯೋಜಿಸಿದ್ದ ಕಾರ್ಯಕ್ರಮದಲ್ಲಿ ಆಶೀರ್ವಚನ ನೀಡಿದ ಅವರು, ಬಸವಣ್ಣನವರು ಸಮಾಜದಲ್ಲಿನ ಮೌಢ್ಯ, ಜಾತೀಯತೆ ನಿವಾರಣೆಗೆ ಶ್ರಮಿಸಿದರು. (28, 1222, 126, 1308)
issue-city: ಶಿವಮೊಗ್ಗ (818, 40, 840, 48)
story3-body: ■ ಶಿವಮೊಗ್ಗ: ರೋಟರಿ ಕ್ಲಬ್ ಶಿವಮೊಗ್ಗ ರಿವರ್‌ಸೈಡ್ ವತಿಯಿಂದ ಏ.5ರಂದು ಬೆಳಗ್ಗೆ 11ಕ್ಕೆ ರೋಟರಿ ಬ್ಲಡ್ ಬ್ಯಾಂಕ್‌ನಲ್ಲಿ ಆಟಿಸಂ ಬಾಧಿತ ಮಕ್ಕಳ ಪೋಷಕರಿಗೆ ವಿಶೇಷ ಕಾರ್ಯಾಗಾರ ಹಮ್ಮಿಕೊಳ್ಳಲಾಗಿದೆ ಎಂದು ಕ್ಲಬ್ ಅಧ್ಯಕ್ಷೆ ವೀಣಾ ಸುರೇಶ್ ಹೇಳಿದರು. ಗುರುವಾರ ಪತ್ರಿಕಾಗೋಷ್ಠಿಯಲ್ಲಿ ಮಾತನಾಡಿ, ಆಟಿಸಂ ಒಂದು ನರ ಸಂಬಂಧಿತ ಸಮಸ್ಯೆಯಾಗಿದ್ದು, ಮಕ್ಕಳಲ್ಲಿ ಸಂವಹನ ಕೊರತೆ, ಪುನರಾವರ್ತಿತ ವರ್ತನೆ ಕಂಡುಬರುತ್ತದೆ. ಆರಂಭಿಕ ಹಂತದಲ್ಲೇ ಗುರುತಿಸಿ ಚಿಕಿತ್ಸೆ ನೀಡಿದರೆ ಸುಧಾರಣೆ ಸಾಧ್ಯ. ತಜ್ಞ ವೈದ್ಯರು ಮಾಹಿತಿ ನೀಡಲಿದ್ದಾರೆ. ಹೆಚ್ಚಿನ ವಿವರಕ್ಕೆ ಮೊ.7829738412ನ್ನು ಸಂಪರ್ಕಿಸಬಹುದು ಎಂದರು. ಪತ್ರಿಕಾಗೋಷ್ಠಿಯಲ್ಲಿ ಅಧ್ಯಕ್ಷೆ ಸುರೇಶ್ ಕುಮಾರ್, ಪ್ರಮುಖರಾದ ಜಿ. ವಿಜಯಕುಮಾರ್, ಗಿರಿಜಾ ದೇವಿ ಮತ್ತಿತರರು ಇದ್ದರು. (704, 528, 918, 597)
brief-divider-1 (28, 470, 184, 471)
pointing-hand-icon (34, 78, 68, 114)
issue-day: ಶುಕ್ರವಾರ (818, 10, 844, 20)
kiru-suddi-label: ಕಿರುಸುದ್ದಿ (74, 86, 115, 102)
registration-dot-magenta-2 (354, 1456, 363, 1465)
registration-dot-black-4 (812, 1456, 821, 1465)
story4-photo (210, 798, 385, 860)
